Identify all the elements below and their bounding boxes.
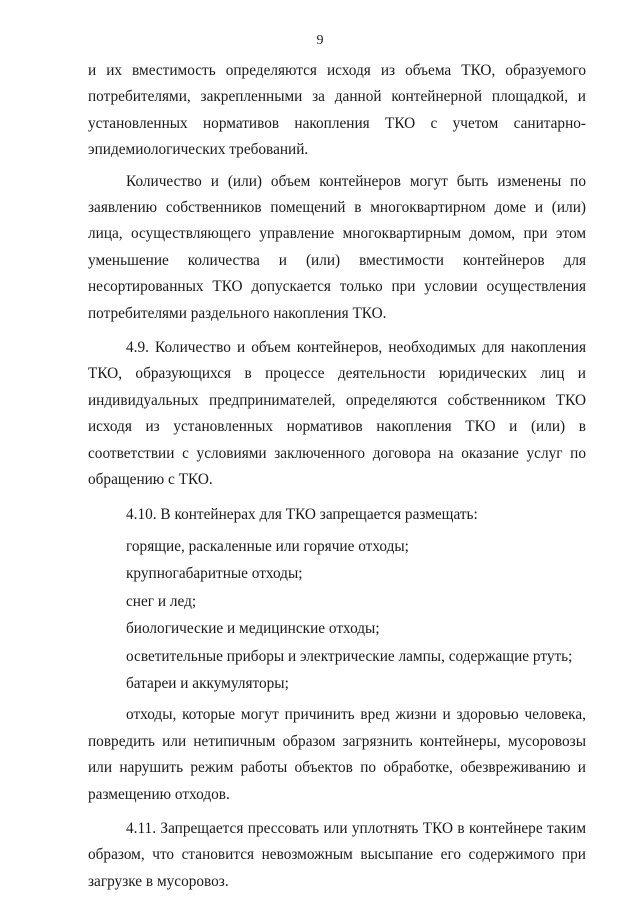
list-item: снег и лед; [126, 592, 197, 610]
list-item: батареи и аккумуляторы; [126, 674, 289, 692]
list-item: биологические и медицинские отходы; [126, 620, 380, 638]
paragraph-container-capacity: и их вместимость определяются исходя из объема ТКО, образуемого потребителями, закрепленными за данной контейнерной площадкой, и установленных нормативов накопления ТКО с учетом санитарно-эпидемиологических требований. [88, 62, 586, 159]
prohibited-items-list [88, 533, 586, 697]
paragraph-4-9: 4.9. Количество и объем контейнеров, необходимых для накопления ТКО, образующихся в процессе деятельности юридических лиц и индивидуальных предпринимателей, определяются собственником ТКО исходя из установленных нормативов накопления ТКО и (или) в соответствии с условиями заключенного договора на оказание услуг по обращению с ТКО. [88, 339, 586, 489]
paragraph-4-10: 4.10. В контейнерах для ТКО запрещается размещать: [126, 505, 478, 523]
paragraph-container-changes: Количество и (или) объем контейнеров могут быть изменены по заявлению собственников помещений в многоквартирном доме и (или) лица, осуществляющего управление многоквартирным домом, при этом уменьшение количества и (или) вместимости контейнеров для несортированных ТКО допускается только при условии осуществления потребителями раздельного накопления ТКО. [88, 172, 586, 322]
list-item: крупногабаритные отходы; [126, 565, 303, 583]
page-number: 9 [316, 33, 324, 48]
paragraph-harmful-waste: отходы, которые могут причинить вред жизни и здоровью человека, повредить или нетипичным образом загрязнить контейнеры, мусоровозы или нарушить режим работы объектов по обработке, обезвреживанию и размещению отходов. [88, 706, 586, 803]
list-item: горящие, раскаленные или горячие отходы; [126, 537, 409, 555]
list-item: осветительные приборы и электрические лампы, содержащие ртуть; [126, 647, 573, 665]
paragraph-4-11: 4.11. Запрещается прессовать или уплотнять ТКО в контейнере таким образом, что становится невозможным высыпание его содержимого при загрузке в мусоровоз. [88, 819, 586, 890]
document-body [88, 58, 586, 895]
